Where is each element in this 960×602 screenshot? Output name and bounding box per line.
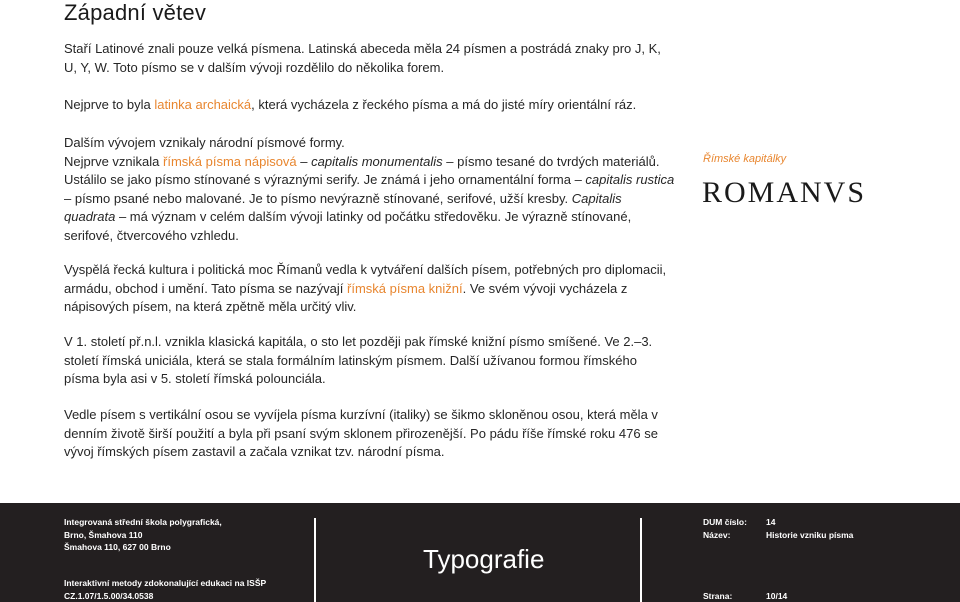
footer-name-label: Název: bbox=[703, 530, 731, 540]
paragraph-inscriptional-lead: Dalším vývojem vznikaly národní písmové formy. bbox=[64, 135, 345, 150]
term-capitalis-monumentalis: capitalis monumentalis bbox=[311, 153, 443, 169]
term-capitalis-quadrata: Capitalis quadrata bbox=[64, 190, 622, 224]
paragraph-cursive bbox=[64, 406, 674, 462]
footer-divider-left bbox=[314, 518, 316, 602]
highlight-roman-book-hands: římská písma knižní bbox=[347, 280, 463, 296]
paragraph-centuries-text: V 1. století př.n.l. vznikla klasická kapitála, o sto let později pak římské knižní písmo smíšené. Ve 2.–3. století římská uniciála, která se stala formálním latinským písmem. Další užívanou formou římského písma byla asi v 5. století římská polounciála. bbox=[64, 334, 653, 386]
footer-bar bbox=[0, 503, 960, 602]
paragraph-inscriptional-text-c: – písmo tesané do tvrdých materiálů. Ustálilo se jako písmo stínované s výraznými serify. Je známá i jeho ornamentální forma – bbox=[64, 153, 660, 187]
page-title: Západní větev bbox=[64, 0, 207, 25]
paragraph-book-hands-text-a: Vyspělá řecká kultura i politická moc Římanů vedla k vytváření dalších písem, potřebných pro diplomacii, armádu, obchod i umění. Tato písma se nazývají bbox=[64, 262, 667, 296]
paragraph-inscriptional-text-a: Nejprve vznikala bbox=[64, 153, 163, 169]
footer-page-value: 10/14 bbox=[766, 591, 788, 601]
footer-page-label: Strana: bbox=[703, 591, 733, 601]
footer-project-line1: Interaktivní metody zdokonalující edukaci na ISŠP bbox=[64, 578, 267, 588]
footer-dum-label: DUM číslo: bbox=[703, 517, 747, 527]
footer-school-line1: Integrovaná střední škola polygrafická, bbox=[64, 517, 222, 527]
paragraph-cursive-text: Vedle písem s vertikální osou se vyvíjela písma kurzívní (italiky) se šikmo skloněnou osou, která měla v denním životě širší použití a byla při psaní svým sklonem přirozenější. Po pádu říše římské roku 476 se vývoj římských písem zastavil a začala vznikat tzv. národní písma. bbox=[64, 407, 658, 459]
paragraph-centuries bbox=[64, 333, 674, 389]
paragraph-inscriptional bbox=[64, 134, 676, 245]
highlight-archaic-latin: latinka archaická bbox=[154, 97, 252, 112]
footer-project-line2: CZ.1.07/1.5.00/34.0538 bbox=[64, 591, 154, 601]
footer-dum-value: 14 bbox=[766, 517, 776, 527]
paragraph-book-hands-text-b: . Ve svém vývoji vycházela z nápisových písem, na která zpětně měla určitý vliv. bbox=[64, 280, 628, 314]
footer-subject-title: Typografie bbox=[423, 544, 545, 574]
highlight-roman-inscriptional: římská písma nápisová bbox=[163, 153, 297, 169]
paragraph-book-hands bbox=[64, 261, 674, 317]
romanvs-sample-image: ROMANVS bbox=[702, 176, 867, 209]
paragraph-archaic-text-b: , která vycházela z řeckého písma a má do jisté míry orientální ráz. bbox=[251, 97, 637, 112]
paragraph-intro bbox=[64, 40, 674, 77]
paragraph-inscriptional-text-e: – má význam v celém dalším vývoji latinky od počátku středověku. Je výrazně stínované, serifové, čtvercového vzhledu. bbox=[64, 209, 632, 243]
footer-school-line3: Šmahova 110, 627 00 Brno bbox=[64, 542, 171, 552]
sidebar-caption: Římské kapitálky bbox=[703, 153, 787, 165]
paragraph-intro-text: Staří Latinové znali pouze velká písmena. Latinská abeceda měla 24 písmen a postrádá znaky pro J, K, U, Y, W. Toto písmo se v dalším vývoji rozdělilo do několika forem. bbox=[64, 41, 661, 75]
footer-school-line2: Brno, Šmahova 110 bbox=[64, 530, 143, 540]
footer-name-value: Historie vzniku písma bbox=[766, 530, 854, 540]
term-capitalis-rustica: capitalis rustica bbox=[585, 172, 675, 187]
paragraph-archaic-text-a: Nejprve to byla bbox=[64, 97, 155, 112]
footer-divider-right bbox=[640, 518, 642, 602]
paragraph-archaic bbox=[64, 96, 674, 115]
paragraph-inscriptional-text-b: – bbox=[296, 153, 312, 169]
paragraph-inscriptional-text-d: – písmo psané nebo malované. Je to písmo nevýrazně stínované, serifové, užší kresby. bbox=[64, 190, 572, 206]
